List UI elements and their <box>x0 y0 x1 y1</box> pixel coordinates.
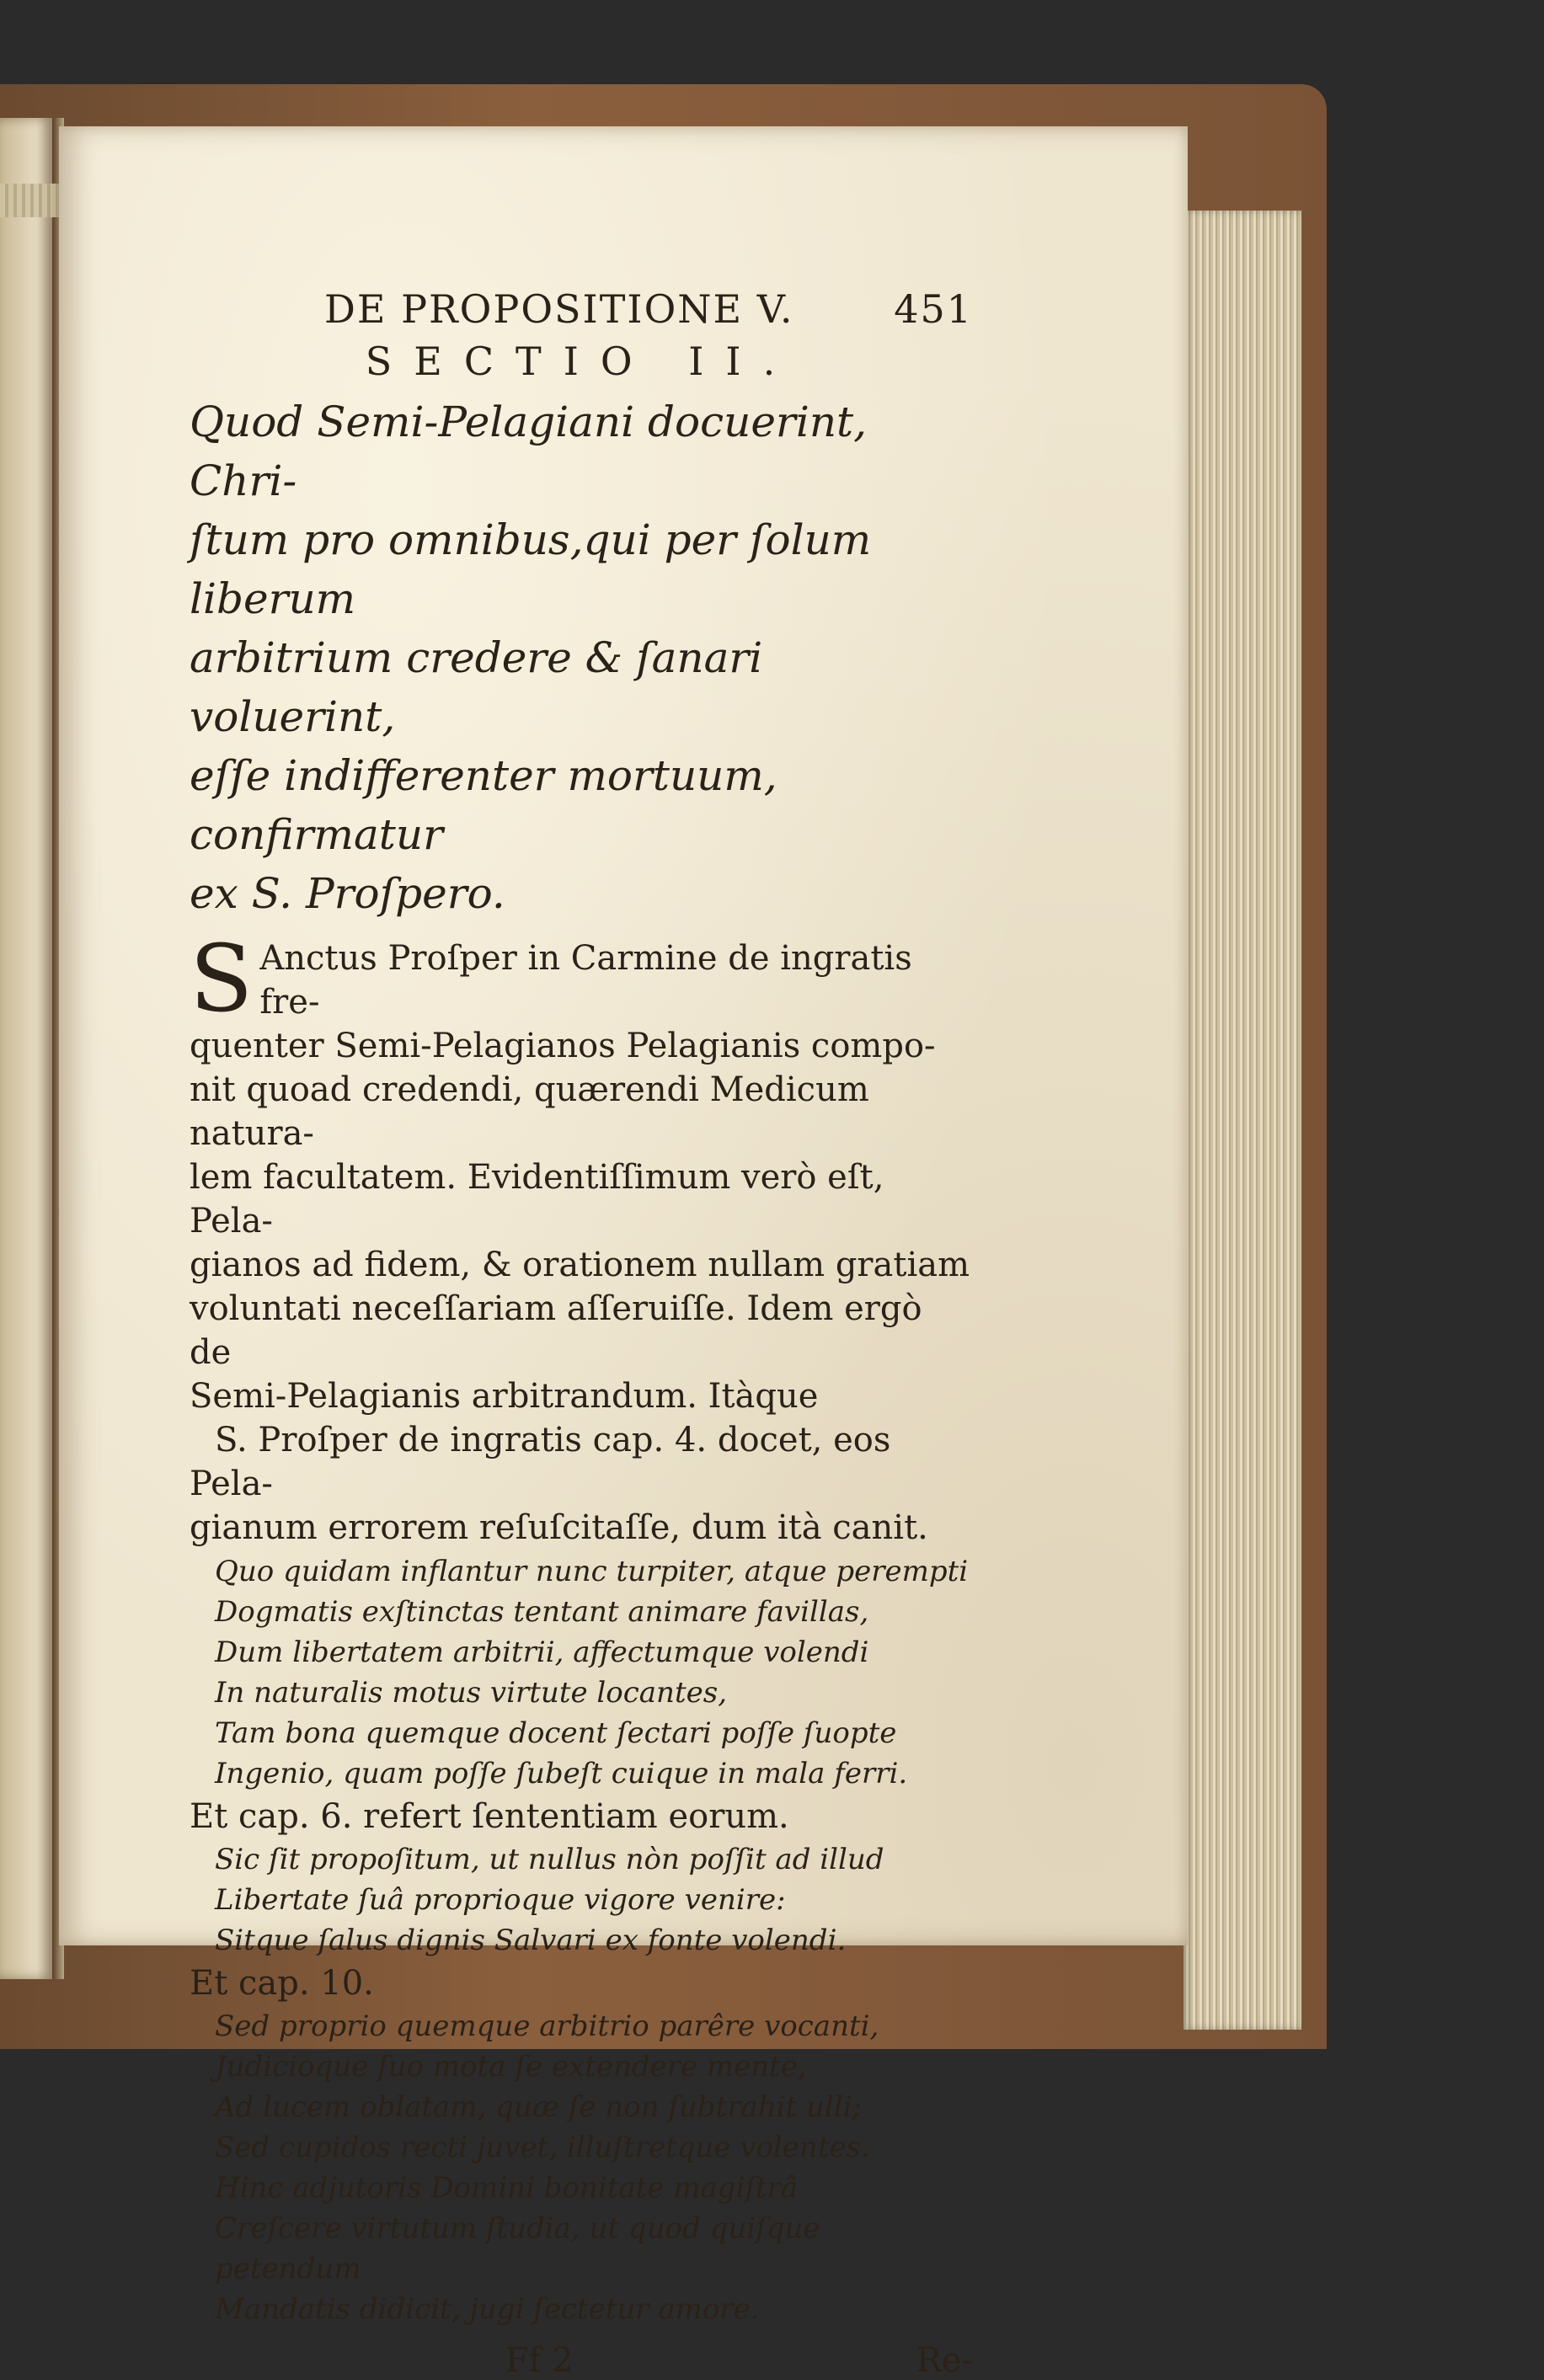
verse-line: Hinc adjutoris Domini bonitate magiſtrâ <box>215 2171 799 2205</box>
verse-line: Quo quidam inflantur nunc turpiter, atque perempti <box>215 1555 969 1588</box>
second-paragraph <box>190 1418 973 1550</box>
verse-line: Judicioque ſuo mota ſe extendere mente, <box>215 2050 807 2084</box>
page-edges <box>1183 211 1301 2030</box>
verse-line: Dum libertatem arbitrii, affectumque volendi <box>215 1636 869 1669</box>
verse-line: Mandatis didicit, jugi ſectetur amore. <box>215 2292 760 2326</box>
reference-cap6: Et cap. 6. refert ſententiam eorum. <box>190 1797 789 1836</box>
text-line: gianum errorem reſuſcitaſſe, dum ità canit. <box>190 1508 928 1547</box>
book-page <box>59 126 1188 2380</box>
running-header <box>324 286 973 332</box>
reference-cap10: Et cap. 10. <box>190 1964 374 2003</box>
verse-quote-cap4 <box>215 1551 973 1794</box>
signature-mark: Ff 2 <box>505 2341 574 2380</box>
text-line: Semi-Pelagianis arbitrandum. Itàque <box>190 1377 819 1416</box>
verse-quote-cap10 <box>215 2006 973 2329</box>
text-line: nit quoad credendi, quærendi Medicum natura- <box>190 1070 869 1153</box>
subtitle-line: eſſe indifferenter mortuum, confirmatur <box>190 751 777 859</box>
intro-paragraph <box>190 925 973 1418</box>
section-subtitle <box>190 392 973 923</box>
verse-line: Sed cupidos recti juvet, illuſtretque volentes. <box>215 2131 870 2164</box>
verse-line: Sitque ſalus dignis Salvari ex fonte volendi. <box>215 1924 847 1957</box>
catchword: Re- <box>916 2341 973 2380</box>
running-head: DE PROPOSITIONE V. <box>324 286 794 332</box>
page-number: 451 <box>894 286 973 332</box>
verse-quote-cap6 <box>215 1839 973 1961</box>
verse-line: Libertate ſuâ proprioque vigore venire: <box>215 1883 786 1917</box>
subtitle-line: ſtum pro omnibus,qui per ſolum liberum <box>190 515 872 623</box>
drop-cap: S <box>190 925 254 1033</box>
text-line: quenter Semi-Pelagianos Pelagianis compo- <box>190 1027 936 1065</box>
verse-line: In naturalis motus virtute locantes, <box>215 1676 727 1710</box>
text-line: Anctus Proſper in Carmine de ingratis fre- <box>259 939 912 1022</box>
page-footer <box>190 2341 973 2380</box>
text-line: lem facultatem. Evidentiſſimum verò eſt, Pela- <box>190 1158 884 1241</box>
subtitle-line: arbitrium credere & ſanari voluerint, <box>190 633 763 741</box>
verse-line: Dogmatis exſtinctas tentant animare favillas, <box>215 1595 869 1629</box>
verse-line: Creſcere virtutum ſtudia, ut quod quiſque petendum <box>215 2212 820 2286</box>
subtitle-line: ex S. Proſpero. <box>190 869 505 918</box>
verse-line: Ad lucem oblatam, quæ ſe non ſubtrahit ulli; <box>215 2090 862 2124</box>
verse-line: Tam bona quemque docent ſectari poſſe ſuopte <box>215 1716 897 1750</box>
left-page-edge <box>0 118 52 1979</box>
verse-line: Sic ſit propoſitum, ut nullus nòn poſſit ad illud <box>215 1843 884 1876</box>
page-text <box>190 286 973 2380</box>
section-heading: SECTIO II. <box>365 339 798 384</box>
verse-line: Sed proprio quemque arbitrio parêre vocanti, <box>215 2009 879 2043</box>
text-line: S. Proſper de ingratis cap. 4. docet, eos Pela- <box>190 1421 891 1503</box>
subtitle-line: Quod Semi-Pelagiani docuerint, Chri- <box>190 398 868 505</box>
verse-line: Ingenio, quam poſſe ſubeſt cuique in mala ferri. <box>215 1757 908 1790</box>
text-line: voluntati neceſſariam aſſeruiſſe. Idem ergò de <box>190 1289 922 1372</box>
text-line: gianos ad fidem, & orationem nullam gratiam <box>190 1246 970 1284</box>
